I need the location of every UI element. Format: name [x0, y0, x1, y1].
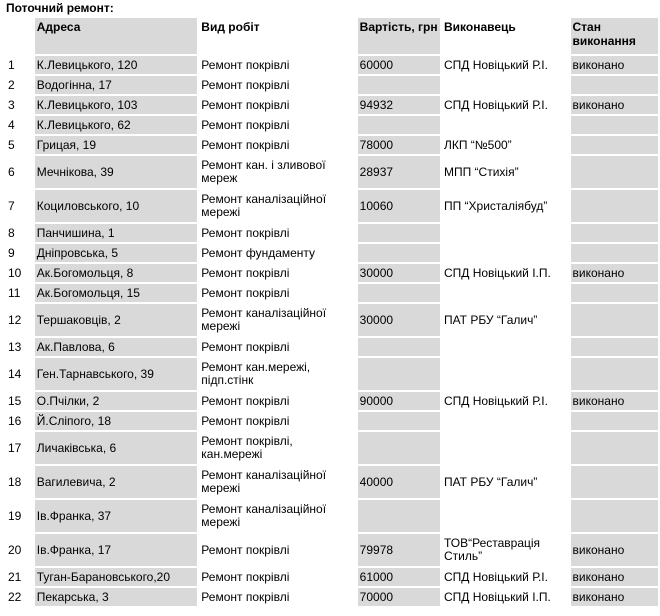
contractor-cell	[442, 338, 569, 356]
status-cell	[571, 76, 658, 94]
status-cell: виконано	[571, 264, 658, 282]
row-number: 6	[6, 156, 33, 188]
header-status: Стан виконання	[571, 18, 658, 54]
work-type-cell: Ремонт покрівлі, кан.мережі	[199, 432, 355, 464]
status-cell	[571, 116, 658, 134]
row-number: 22	[6, 588, 33, 606]
address-cell: Водогінна, 17	[35, 76, 198, 94]
address-cell: Ак.Павлова, 6	[35, 338, 198, 356]
cost-cell	[358, 358, 440, 390]
status-cell	[571, 156, 658, 188]
table-row	[6, 284, 658, 302]
work-type-cell: Ремонт покрівлі	[199, 284, 355, 302]
contractor-cell: СПД Новіцький Р.І.	[442, 392, 569, 410]
address-cell: Панчишина, 1	[35, 224, 198, 242]
row-number: 17	[6, 432, 33, 464]
row-number: 12	[6, 304, 33, 336]
cost-cell	[358, 244, 440, 262]
work-type-cell: Ремонт каналізаційної мережі	[199, 190, 355, 222]
row-number: 3	[6, 96, 33, 114]
contractor-cell: СПД Новіцький Р.І.	[442, 568, 569, 586]
row-number: 10	[6, 264, 33, 282]
status-cell: виконано	[571, 588, 658, 606]
address-cell: Туган-Барановського,20	[35, 568, 198, 586]
status-cell	[571, 338, 658, 356]
contractor-cell: ПАТ РБУ “Галич”	[442, 304, 569, 336]
work-type-cell: Ремонт каналізаційної мережі	[199, 304, 355, 336]
row-number: 2	[6, 76, 33, 94]
work-type-cell: Ремонт покрівлі	[199, 116, 355, 134]
status-cell	[571, 412, 658, 430]
table-row	[6, 432, 658, 464]
status-cell	[571, 284, 658, 302]
table-row	[6, 534, 658, 566]
contractor-cell	[442, 224, 569, 242]
contractor-cell	[442, 358, 569, 390]
cost-cell: 70000	[358, 588, 440, 606]
table-row	[6, 96, 658, 114]
cost-cell	[358, 338, 440, 356]
table-row	[6, 244, 658, 262]
row-number: 19	[6, 500, 33, 532]
status-cell: виконано	[571, 568, 658, 586]
address-cell: Пекарська, 3	[35, 588, 198, 606]
contractor-cell: СПД Новіцький Р.І.	[442, 96, 569, 114]
contractor-cell	[442, 284, 569, 302]
work-type-cell: Ремонт каналізаційної мережі	[199, 500, 355, 532]
work-type-cell: Ремонт фундаменту	[199, 244, 355, 262]
work-type-cell: Ремонт кан. і зливової мереж	[199, 156, 355, 188]
address-cell: Ів.Франка, 17	[35, 534, 198, 566]
row-number: 20	[6, 534, 33, 566]
contractor-cell	[442, 76, 569, 94]
status-cell	[571, 244, 658, 262]
work-type-cell: Ремонт покрівлі	[199, 568, 355, 586]
table-row	[6, 500, 658, 532]
work-type-cell: Ремонт покрівлі	[199, 412, 355, 430]
table-row	[6, 156, 658, 188]
row-number: 5	[6, 136, 33, 154]
table-row	[6, 116, 658, 134]
status-cell: виконано	[571, 534, 658, 566]
address-cell: Тершаковців, 2	[35, 304, 198, 336]
contractor-cell: ТОВ“Реставрація Стиль”	[442, 534, 569, 566]
contractor-cell: СПД Новіцький Р.І.	[442, 56, 569, 74]
contractor-cell: ЛКП “№500”	[442, 136, 569, 154]
row-number: 14	[6, 358, 33, 390]
status-cell	[571, 190, 658, 222]
header-address: Адреса	[35, 18, 198, 54]
status-cell	[571, 432, 658, 464]
address-cell: Коциловського, 10	[35, 190, 198, 222]
address-cell: К.Левицького, 103	[35, 96, 198, 114]
cost-cell: 78000	[358, 136, 440, 154]
row-number: 9	[6, 244, 33, 262]
work-type-cell: Ремонт покрівлі	[199, 588, 355, 606]
table-row	[6, 412, 658, 430]
work-type-cell: Ремонт покрівлі	[199, 76, 355, 94]
contractor-cell: СПД Новіцький І.П.	[442, 264, 569, 282]
cost-cell: 30000	[358, 304, 440, 336]
table-row	[6, 56, 658, 74]
table-row	[6, 76, 658, 94]
row-number: 16	[6, 412, 33, 430]
row-number: 11	[6, 284, 33, 302]
header-work: Вид робіт	[199, 18, 355, 54]
cost-cell	[358, 116, 440, 134]
cost-cell	[358, 432, 440, 464]
work-type-cell: Ремонт кан.мережі, підп.стінк	[199, 358, 355, 390]
row-number: 18	[6, 466, 33, 498]
cost-cell	[358, 284, 440, 302]
table-row	[6, 358, 658, 390]
status-cell	[571, 358, 658, 390]
table-row	[6, 224, 658, 242]
address-cell: Ів.Франка, 37	[35, 500, 198, 532]
status-cell: виконано	[571, 392, 658, 410]
contractor-cell	[442, 244, 569, 262]
table-row	[6, 304, 658, 336]
cost-cell: 60000	[358, 56, 440, 74]
row-number: 7	[6, 190, 33, 222]
work-type-cell: Ремонт покрівлі	[199, 96, 355, 114]
row-number: 4	[6, 116, 33, 134]
status-cell	[571, 224, 658, 242]
address-cell: О.Пчілки, 2	[35, 392, 198, 410]
address-cell: Й.Сліпого, 18	[35, 412, 198, 430]
address-cell: Мечнікова, 39	[35, 156, 198, 188]
row-number: 1	[6, 56, 33, 74]
table-row	[6, 264, 658, 282]
status-cell: виконано	[571, 96, 658, 114]
cost-cell: 28937	[358, 156, 440, 188]
cost-cell: 40000	[358, 466, 440, 498]
cost-cell: 61000	[358, 568, 440, 586]
work-type-cell: Ремонт покрівлі	[199, 392, 355, 410]
table-row	[6, 338, 658, 356]
contractor-cell	[442, 500, 569, 532]
contractor-cell	[442, 116, 569, 134]
contractor-cell: СПД Новіцький І.П.	[442, 588, 569, 606]
contractor-cell	[442, 432, 569, 464]
row-number: 15	[6, 392, 33, 410]
cost-cell: 94932	[358, 96, 440, 114]
address-cell: Вагилевича, 2	[35, 466, 198, 498]
cost-cell	[358, 412, 440, 430]
table-row	[6, 568, 658, 586]
header-contractor: Виконавець	[442, 18, 569, 54]
cost-cell: 10060	[358, 190, 440, 222]
cost-cell: 90000	[358, 392, 440, 410]
address-cell: Ак.Богомольця, 8	[35, 264, 198, 282]
contractor-cell: МПП “Стихія”	[442, 156, 569, 188]
contractor-cell: ПАТ РБУ “Галич”	[442, 466, 569, 498]
address-cell: Ген.Тарнавського, 39	[35, 358, 198, 390]
cost-cell: 79978	[358, 534, 440, 566]
cost-cell	[358, 224, 440, 242]
section-title: Поточний ремонт:	[6, 1, 114, 15]
row-number: 21	[6, 568, 33, 586]
row-number: 8	[6, 224, 33, 242]
status-cell	[571, 500, 658, 532]
header-number	[6, 18, 33, 54]
table-row	[6, 466, 658, 498]
table-row	[6, 588, 658, 606]
work-type-cell: Ремонт покрівлі	[199, 136, 355, 154]
table-row	[6, 392, 658, 410]
status-cell	[571, 466, 658, 498]
work-type-cell: Ремонт покрівлі	[199, 534, 355, 566]
work-type-cell: Ремонт покрівлі	[199, 338, 355, 356]
contractor-cell: ПП “Христаліябуд”	[442, 190, 569, 222]
cost-cell	[358, 76, 440, 94]
address-cell: К.Левицького, 120	[35, 56, 198, 74]
row-number: 13	[6, 338, 33, 356]
address-cell: К.Левицького, 62	[35, 116, 198, 134]
header-cost: Вартість, грн	[358, 18, 440, 54]
address-cell: Дніпровська, 5	[35, 244, 198, 262]
status-cell	[571, 304, 658, 336]
work-type-cell: Ремонт каналізаційної мережі	[199, 466, 355, 498]
status-cell: виконано	[571, 56, 658, 74]
table-row	[6, 136, 658, 154]
table-header-row	[6, 18, 658, 54]
work-type-cell: Ремонт покрівлі	[199, 224, 355, 242]
table-row	[6, 190, 658, 222]
work-type-cell: Ремонт покрівлі	[199, 56, 355, 74]
cost-cell	[358, 500, 440, 532]
address-cell: Личаківська, 6	[35, 432, 198, 464]
table-body	[6, 56, 658, 606]
repair-table	[4, 16, 660, 608]
address-cell: Ак.Богомольця, 15	[35, 284, 198, 302]
cost-cell: 30000	[358, 264, 440, 282]
status-cell	[571, 136, 658, 154]
contractor-cell	[442, 412, 569, 430]
work-type-cell: Ремонт покрівлі	[199, 264, 355, 282]
address-cell: Грицая, 19	[35, 136, 198, 154]
